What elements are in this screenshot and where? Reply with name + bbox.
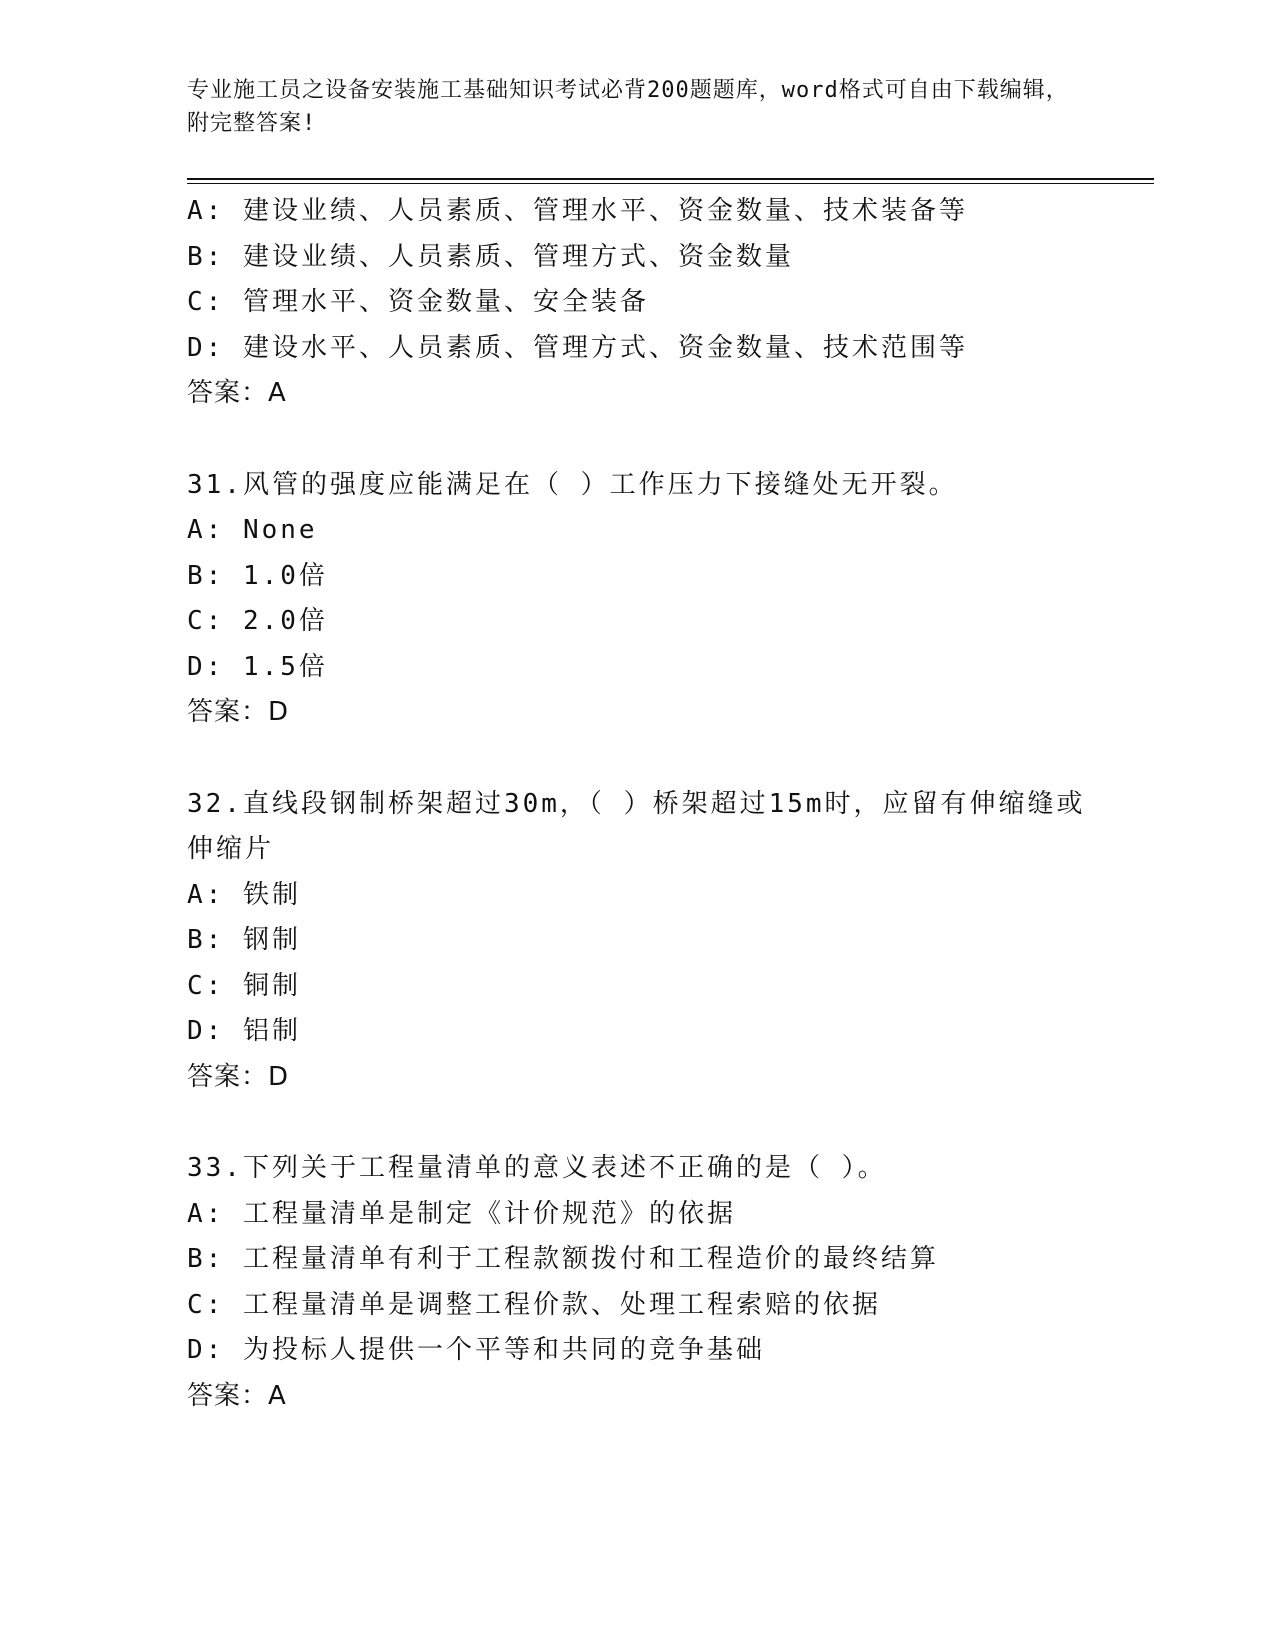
question-block-prev [187,189,1087,417]
option-d: D: 铝制 [187,1016,301,1046]
option-c: C: 管理水平、资金数量、安全装备 [187,287,649,317]
option-b: B: 钢制 [187,925,301,955]
answer-line: 答案：D [187,1061,290,1092]
answer-line: 答案：A [187,1380,287,1411]
question-block-33 [187,1146,1087,1419]
document-header [187,74,1087,140]
question-text: 33.下列关于工程量清单的意义表述不正确的是（ ）。 [187,1153,887,1183]
question-block-31 [187,463,1087,736]
spacer [187,736,1087,782]
question-block-32 [187,782,1087,1101]
option-a: A: 工程量清单是制定《计价规范》的依据 [187,1198,736,1229]
question-text: 31.风管的强度应能满足在（ ）工作压力下接缝处无开裂。 [187,469,958,500]
option-d: D: 建设水平、人员素质、管理方式、资金数量、技术范围等 [187,332,968,363]
answer-line: 答案：D [187,697,290,727]
question-list [187,189,1087,1419]
header-divider-thick [187,178,1154,180]
spacer [187,1100,1087,1146]
option-d: D: 1.5倍 [187,651,328,682]
option-c: C: 工程量清单是调整工程价款、处理工程索赔的依据 [187,1289,881,1320]
document-title: 专业施工员之设备安装施工基础知识考试必背200题题库，word格式可自由下载编辑，附完整答案! [187,78,1069,136]
header-divider-thin [187,183,1154,184]
spacer [187,417,1087,463]
option-b: B: 建设业绩、人员素质、管理方式、资金数量 [187,241,794,272]
question-text: 32.直线段钢制桥架超过30m，（ ）桥架超过15m时，应留有伸缩缝或伸缩片 [187,788,1086,864]
option-d: D: 为投标人提供一个平等和共同的竞争基础 [187,1335,765,1365]
option-a: A: 铁制 [187,879,301,910]
option-c: C: 铜制 [187,970,301,1001]
option-c: C: 2.0倍 [187,606,328,636]
option-b: B: 1.0倍 [187,560,328,591]
answer-line: 答案：A [187,378,287,408]
option-a: A: 建设业绩、人员素质、管理水平、资金数量、技术装备等 [187,196,968,226]
option-b: B: 工程量清单有利于工程款额拨付和工程造价的最终结算 [187,1244,939,1274]
option-a: A: None [187,515,318,545]
